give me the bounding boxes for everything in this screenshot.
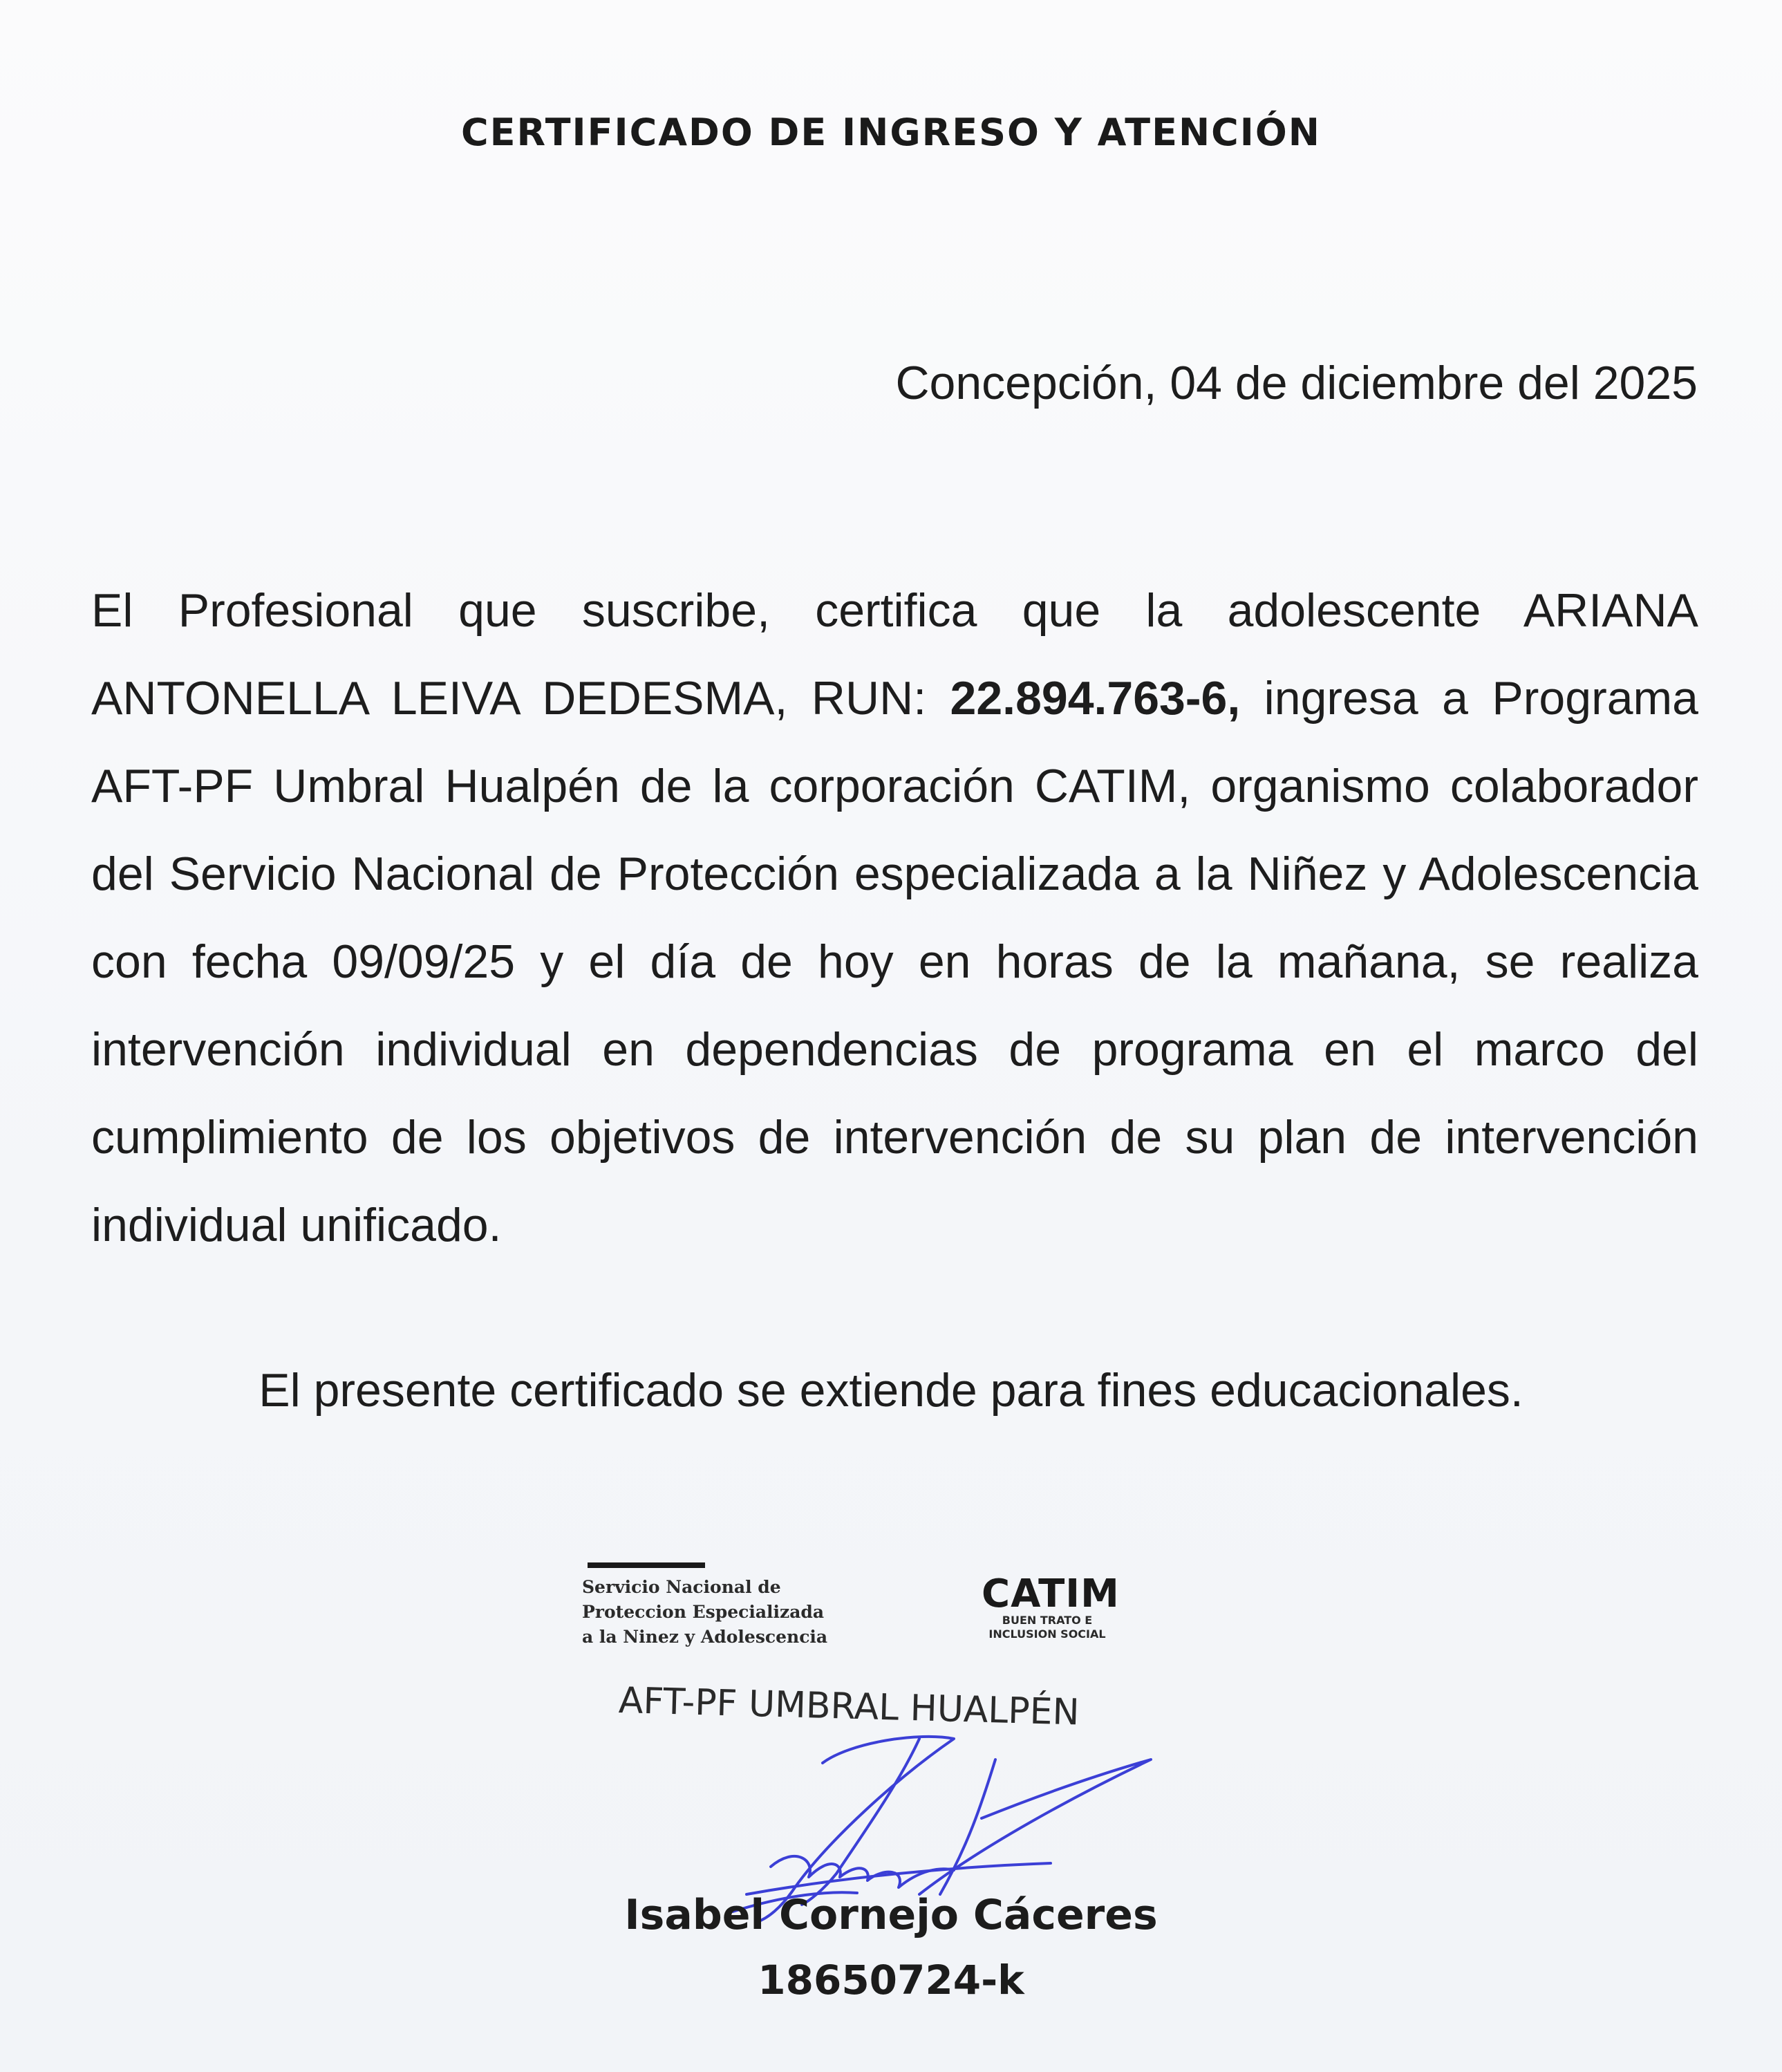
program-name: AFT-PF UMBRAL HUALPÉN xyxy=(618,1680,1080,1734)
document-title: CERTIFICADO DE INGRESO Y ATENCIÓN xyxy=(461,111,1321,154)
servicio-line-1: Servicio Nacional de xyxy=(582,1577,781,1597)
catim-tagline-1: BUEN TRATO E xyxy=(1002,1614,1093,1627)
servicio-line-2: Proteccion Especializada xyxy=(582,1602,825,1622)
catim-logo-text: CATIM xyxy=(982,1571,1120,1616)
run-number: 22.894.763-6, xyxy=(950,672,1241,725)
signer-id: 18650724-k xyxy=(758,1957,1024,2004)
date-line: Concepción, 04 de diciembre del 2025 xyxy=(895,357,1698,409)
servicio-line-3: a la Ninez y Adolescencia xyxy=(582,1627,828,1647)
body-text-part1: El Profesional que suscribe, certifica que la adolescente ARIANA ANTONELLA LEIVA DEDESMA, RUN: xyxy=(91,584,1698,725)
official-stamp xyxy=(567,1549,1230,1742)
catim-logo xyxy=(982,1571,1120,1641)
certificate-body xyxy=(91,567,1698,1269)
closing-statement: El presente certificado se extiende para fines educacionales. xyxy=(259,1364,1523,1417)
body-text-part2: ingresa a Programa AFT-PF Umbral Hualpén de la corporación CATIM, organismo colaborador del Servicio Nacional de Protección especializada a la Niñez y Adolescencia con fecha 09/09/25 y el día de hoy en horas de la mañana, se realiza intervención individual en dependencias de programa en el marco del cumplimiento de los objetivos de intervención de su plan de intervención individual unificado. xyxy=(91,672,1698,1251)
servicio-logo-bar xyxy=(588,1562,705,1568)
servicio-nacional-logo xyxy=(582,1575,827,1650)
catim-tagline-2: INCLUSION SOCIAL xyxy=(988,1627,1106,1641)
signer-name: Isabel Cornejo Cáceres xyxy=(624,1891,1158,1939)
